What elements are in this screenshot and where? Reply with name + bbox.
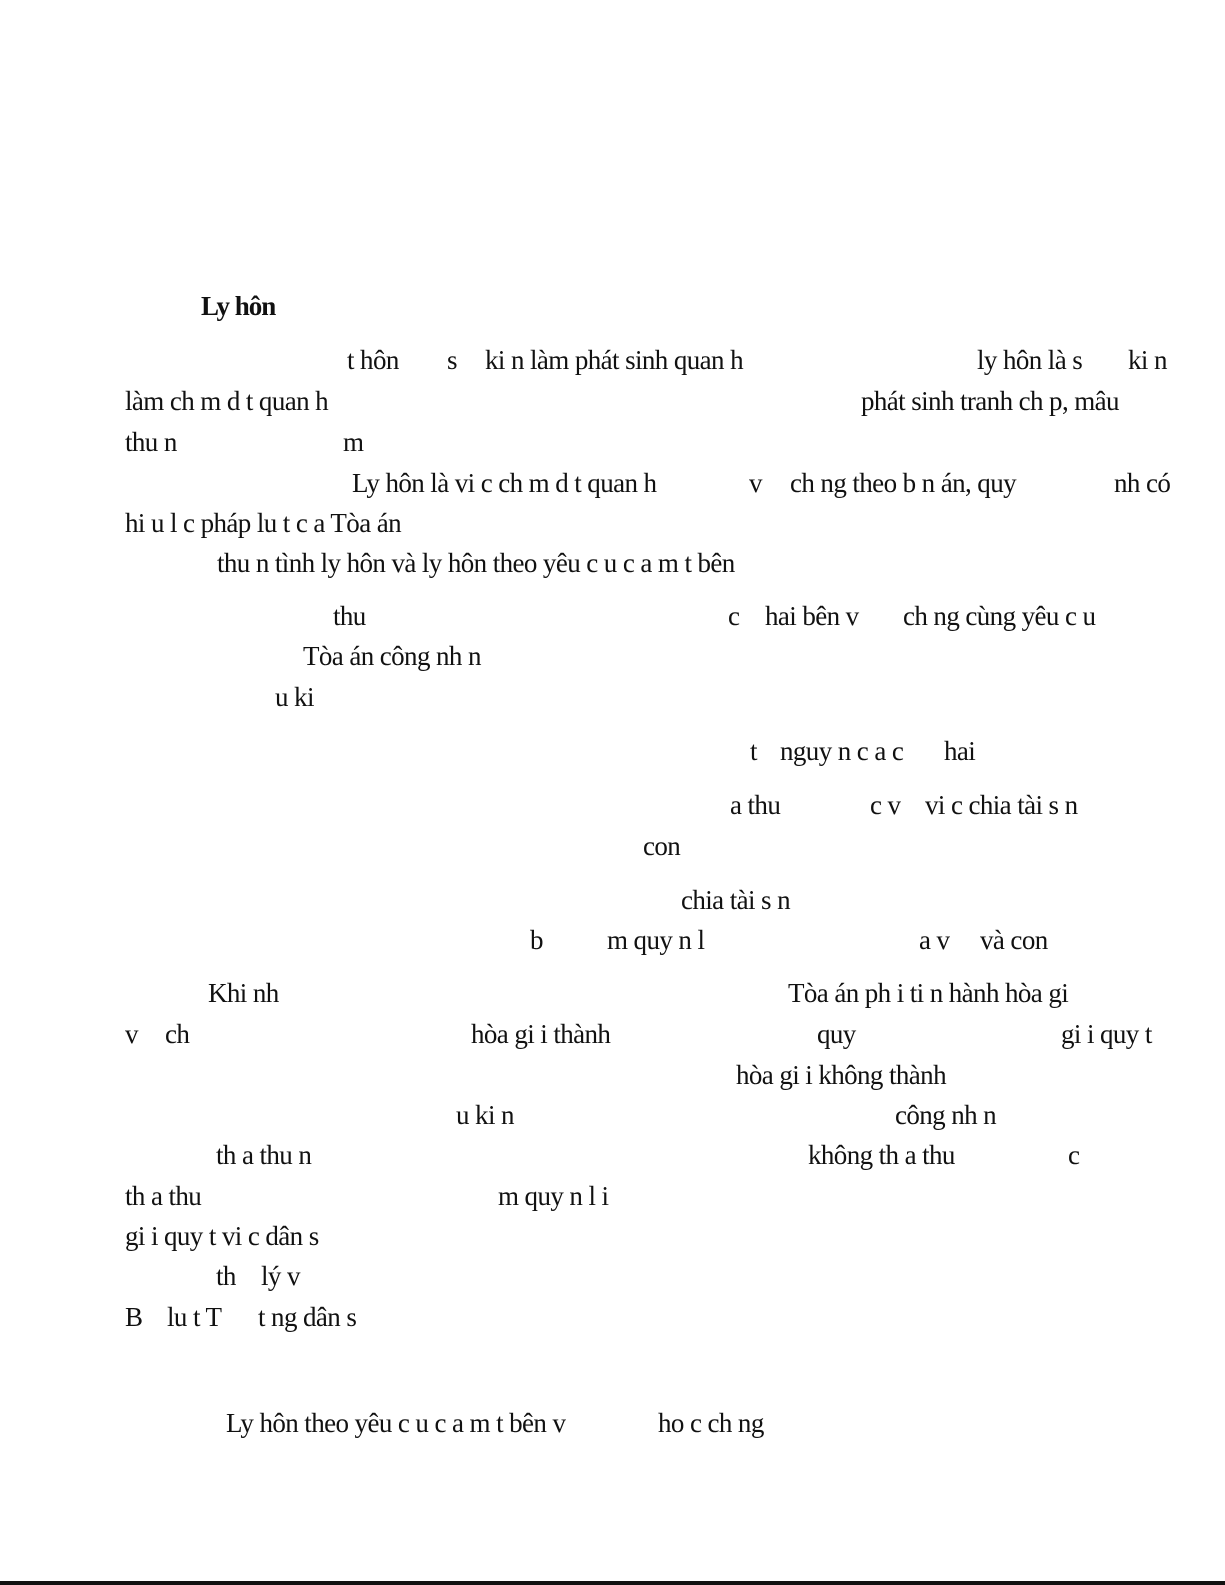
text-fragment: hi u l c pháp lu t c a Tòa án <box>125 508 402 538</box>
text-fragment: th a thu <box>125 1181 202 1211</box>
text-fragment: m <box>343 427 364 457</box>
text-fragment: u ki <box>275 682 314 712</box>
page-bottom-rule <box>0 1581 1225 1585</box>
text-fragment: hai <box>944 736 976 766</box>
text-fragment: m quy n l i <box>498 1181 609 1211</box>
text-fragment: th <box>216 1261 236 1291</box>
text-fragment: Tòa án công nh n <box>303 641 481 671</box>
text-fragment: B <box>125 1302 143 1332</box>
text-fragment: công nh n <box>895 1100 997 1130</box>
text-fragment: lu t T <box>167 1302 222 1332</box>
text-fragment: phát sinh tranh ch p, mâu <box>861 386 1119 416</box>
text-fragment: c v <box>870 790 901 820</box>
text-fragment: nh có <box>1114 468 1171 498</box>
text-fragment: lý v <box>261 1261 300 1291</box>
text-fragment: a thu <box>730 790 781 820</box>
text-fragment: thu n tình ly hôn và ly hôn theo yêu c u c a m t bên <box>217 548 735 578</box>
text-fragment: ho c ch ng <box>658 1408 764 1438</box>
text-fragment: c <box>728 601 740 631</box>
text-fragment: ch ng cùng yêu c u <box>903 601 1096 631</box>
text-fragment: chia tài s n <box>681 885 791 915</box>
text-fragment: ch <box>165 1019 190 1049</box>
text-fragment: u ki n <box>456 1100 514 1130</box>
text-fragment: Ly hôn theo yêu c u c a m t bên v <box>226 1408 566 1438</box>
text-fragment: thu n <box>125 427 177 457</box>
text-fragment: th a thu n <box>216 1140 312 1170</box>
text-fragment: làm ch m d t quan h <box>125 386 329 416</box>
text-fragment: Tòa án ph i ti n hành hòa gi <box>788 978 1069 1008</box>
text-fragment: c <box>1068 1140 1080 1170</box>
text-fragment: t hôn <box>347 345 399 375</box>
text-fragment: ly hôn là s <box>977 345 1083 375</box>
text-fragment: Khi nh <box>208 978 279 1008</box>
text-fragment: thu <box>333 601 366 631</box>
section-heading: Ly hôn <box>201 291 276 321</box>
text-fragment: và con <box>980 925 1048 955</box>
text-fragment: không th a thu <box>808 1140 955 1170</box>
text-fragment: nguy n c a c <box>780 736 904 766</box>
text-fragment: ch ng theo b n án, quy <box>790 468 1017 498</box>
text-fragment: t <box>750 736 757 766</box>
text-fragment: Ly hôn là vi c ch m d t quan h <box>352 468 657 498</box>
text-fragment: hòa gi i không thành <box>736 1060 946 1090</box>
text-fragment: m quy n l <box>607 925 705 955</box>
text-fragment: hòa gi i thành <box>471 1019 611 1049</box>
text-fragment: quy <box>817 1019 856 1049</box>
text-fragment: v <box>125 1019 138 1049</box>
text-fragment: gi i quy t <box>1061 1019 1152 1049</box>
text-fragment: b <box>530 925 543 955</box>
text-fragment: con <box>643 831 681 861</box>
text-fragment: v <box>749 468 762 498</box>
text-fragment: hai bên v <box>765 601 859 631</box>
text-fragment: a v <box>919 925 950 955</box>
text-fragment: gi i quy t vi c dân s <box>125 1221 319 1251</box>
text-fragment: ki n <box>1128 345 1167 375</box>
text-fragment: s <box>447 345 457 375</box>
text-fragment: vi c chia tài s n <box>925 790 1078 820</box>
text-fragment: ki n làm phát sinh quan h <box>485 345 743 375</box>
text-fragment: t ng dân s <box>258 1302 357 1332</box>
